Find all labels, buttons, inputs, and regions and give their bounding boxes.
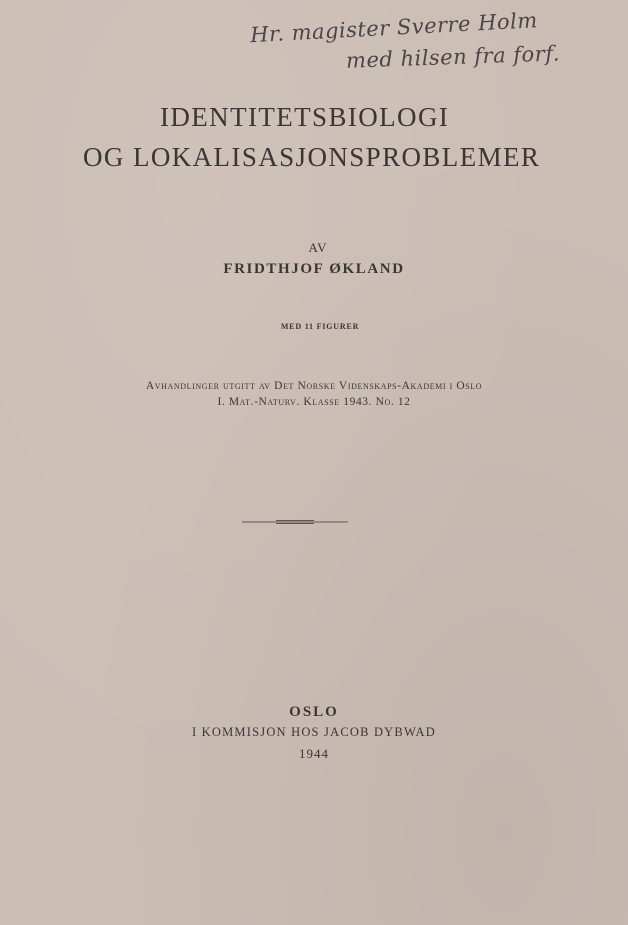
title-line-1: IDENTITETSBIOLOGI <box>160 102 450 132</box>
title-line-2: OG LOKALISASJONSPROBLEMER <box>83 142 541 172</box>
ornamental-rule <box>242 519 348 527</box>
imprint-publisher: I KOMMISJON HOS JACOB DYBWAD <box>191 725 437 739</box>
handwritten-inscription <box>236 10 616 74</box>
series-line-1: Avhandlinger utgitt av Det Norske Videnskaps-Akademi i Oslo <box>145 380 483 392</box>
figures-note: MED 11 FIGURER <box>280 322 360 331</box>
byline-by: AV <box>308 240 328 255</box>
imprint-city: OSLO <box>289 704 339 720</box>
inscription-line-2: med hilsen fra forf. <box>345 41 561 73</box>
imprint-year: 1944 <box>299 746 329 761</box>
inscription-line-1: Hr. magister Sverre Holm <box>249 8 539 48</box>
series-line-2: I. Mat.-Naturv. Klasse 1943. No. 12 <box>217 396 411 408</box>
author-name: FRIDTHJOF ØKLAND <box>223 261 405 277</box>
